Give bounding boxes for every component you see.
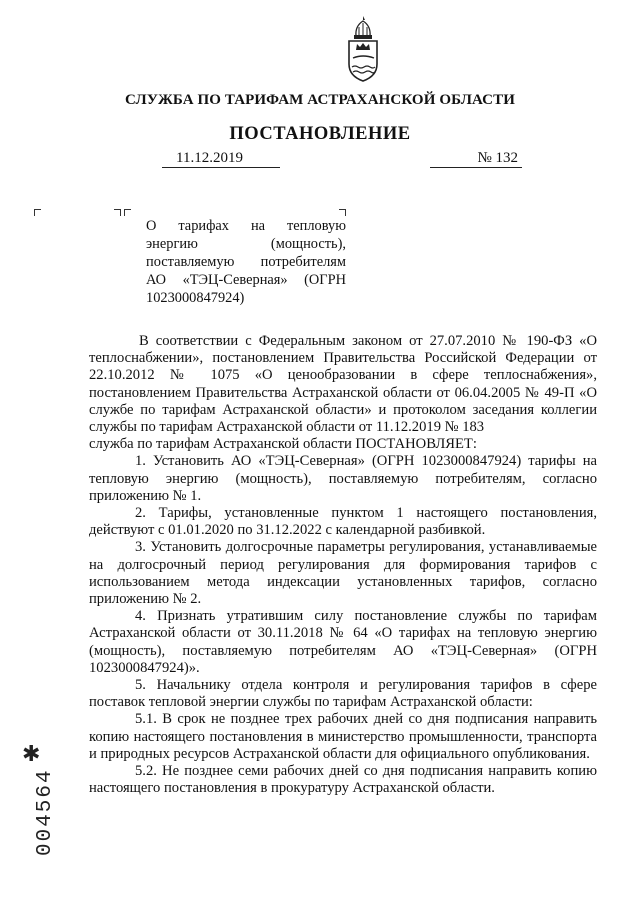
paragraph-item-5: 5. Начальнику отдела контроля и регулирования тарифов в сфере поставок тепловой энергии службы по тарифам Астраханской области:	[89, 677, 597, 711]
agency-name: СЛУЖБА ПО ТАРИФАМ АСТРАХАНСКОЙ ОБЛАСТИ	[125, 92, 515, 108]
corner-mark-left	[34, 209, 41, 216]
paragraph-resolves: служба по тарифам Астраханской области ПОСТАНОВЛЯЕТ:	[89, 436, 477, 453]
paragraph-item-2: 2. Тарифы, установленные пунктом 1 настоящего постановления, действуют с 01.01.2020 по 31.12.2022 с календарной разбивкой.	[89, 505, 597, 539]
document-number: № 132	[430, 150, 522, 168]
document-body	[89, 333, 597, 797]
paragraph-preamble: В соответствии с Федеральным законом от 27.07.2010 № 190-ФЗ «О теплоснабжении», постановлением Правительства Российской Федерации от 22.10.2012 № 1075 «О ценообразовании в сфере теплоснабжения», постановлением Правительства Астраханской области от 06.04.2005 № 49-П «О службе по тарифам Астраханской области» и протоколом заседания коллегии службы по тарифам Астраханской области от 11.12.2019 № 183	[89, 333, 597, 436]
corner-mark-subject-left-b	[124, 209, 131, 216]
margin-stamp	[14, 748, 57, 858]
document-title: ПОСТАНОВЛЕНИЕ	[229, 124, 411, 144]
document-date: 11.12.2019	[162, 150, 280, 168]
stamp-mark: ✱	[22, 742, 41, 767]
coat-of-arms-icon	[343, 14, 383, 84]
corner-mark-subject-right	[339, 209, 346, 216]
paragraph-item-5-1: 5.1. В срок не позднее трех рабочих дней со дня подписания направить копию настоящего постановления в министерство промышленности, транспорта и природных ресурсов Астраханской области для официального опубликования.	[89, 711, 597, 762]
paragraph-item-3: 3. Установить долгосрочные параметры регулирования, устанавливаемые на долгосрочный период регулирования для формирования тарифов с использованием метода индексации установленных тарифов, согласно приложению № 2.	[89, 539, 597, 608]
corner-mark-subject-left-a	[114, 209, 121, 216]
paragraph-item-4: 4. Признать утратившим силу постановление службы по тарифам Астраханской области от 30.11.2018 № 64 «О тарифах на тепловую энергию (мощность), поставляемую потребителям АО «ТЭЦ-Северная» (ОГРН 1023000847924)».	[89, 608, 597, 676]
paragraph-item-5-2: 5.2. Не позднее семи рабочих дней со дня подписания направить копию настоящего постановления в прокуратуру Астраханской области.	[89, 763, 597, 797]
document-subject: О тарифах на тепловую энергию (мощность), поставляемую потребителям АО «ТЭЦ-Северная» (ОГРН 1023000847924)	[146, 218, 346, 306]
stamp-number: 004564	[34, 768, 57, 856]
paragraph-item-1: 1. Установить АО «ТЭЦ-Северная» (ОГРН 1023000847924) тарифы на тепловую энергию (мощность), поставляемую потребителям, согласно приложению № 1.	[89, 453, 597, 504]
